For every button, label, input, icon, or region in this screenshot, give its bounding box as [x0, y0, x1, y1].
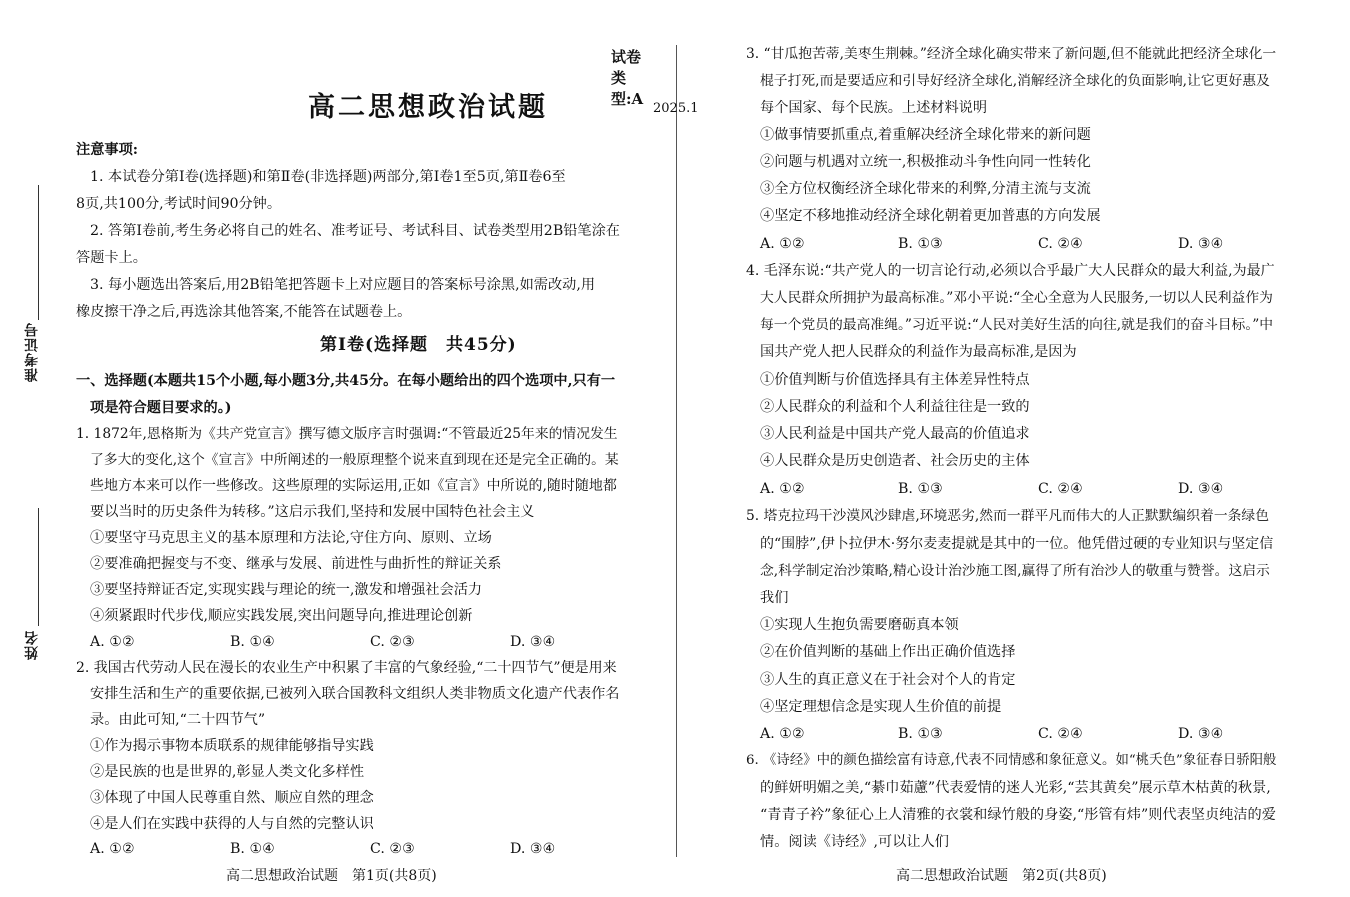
- column-divider: [676, 45, 677, 857]
- question-5-stem: 念,科学制定治沙策略,精心设计治沙施工图,赢得了所有治沙人的敬重与赞誉。这启示: [760, 563, 1270, 579]
- question-3-stem: 3. “甘瓜抱苦蒂,美枣生荆棘。”经济全球化确实带来了新问题,但不能就此把经济全球化一: [746, 46, 1277, 62]
- name-line: [38, 508, 39, 626]
- question-2-item: ③体现了中国人民尊重自然、顺应自然的理念: [90, 790, 374, 806]
- notice-heading: 注意事项:: [76, 142, 138, 158]
- question-1-item: ④须紧跟时代步伐,顺应实践发展,突出问题导向,推进理论创新: [90, 608, 473, 624]
- question-3-item: ③全方位权衡经济全球化带来的利弊,分清主流与支流: [760, 181, 1091, 197]
- question-6-stem: “青青子衿”象征心上人清雅的衣裳和绿竹般的身姿,“彤管有炜”则代表坚贞纯洁的爱: [760, 807, 1276, 823]
- question-3-item: ④坚定不移地推动经济全球化朝着更加普惠的方向发展: [760, 208, 1101, 224]
- option-d[interactable]: D. ③④: [510, 634, 556, 650]
- question-1-item: ①要坚守马克思主义的基本原理和方法论,守住方向、原则、立场: [90, 530, 492, 546]
- option-b[interactable]: B. ①④: [230, 634, 275, 650]
- option-c[interactable]: C. ②③: [370, 841, 415, 857]
- question-1-item: ②要准确把握变与不变、继承与发展、前进性与曲折性的辩证关系: [90, 556, 502, 572]
- paper-type: 试卷类型:A: [611, 48, 644, 108]
- notice-line: 1. 本试卷分第Ⅰ卷(选择题)和第Ⅱ卷(非选择题)两部分,第Ⅰ卷1至5页,第Ⅱ卷6至: [90, 169, 566, 185]
- instruction: 项是符合题目要求的。): [90, 400, 232, 416]
- option-a[interactable]: A. ①②: [90, 634, 135, 650]
- question-2-stem: 录。由此可知,“二十四节气”: [90, 712, 266, 728]
- option-c[interactable]: C. ②③: [370, 634, 415, 650]
- question-2-stem: 安排生活和生产的重要依据,已被列入联合国教科文组织人类非物质文化遗产代表作名: [90, 686, 620, 702]
- notice-line: 3. 每小题选出答案后,用2B铅笔把答题卡上对应题目的答案标号涂黑,如需改动,用: [90, 277, 596, 293]
- question-5-item: ③人生的真正意义在于社会对个人的肯定: [760, 672, 1016, 688]
- exam-id-label: 准考证号: [24, 322, 40, 382]
- question-4-item: ②人民群众的利益和个人利益往往是一致的: [760, 399, 1030, 415]
- option-d[interactable]: D. ③④: [1178, 481, 1224, 497]
- option-a[interactable]: A. ①②: [760, 481, 805, 497]
- question-3-stem: 棍子打死,而是要适应和引导好经济全球化,消解经济全球化的负面影响,让它更好惠及: [760, 73, 1270, 89]
- question-2-item: ①作为揭示事物本质联系的规律能够指导实践: [90, 738, 374, 754]
- option-c[interactable]: C. ②④: [1038, 726, 1083, 742]
- question-4-item: ④人民群众是历史创造者、社会历史的主体: [760, 453, 1030, 469]
- question-4-item: ①价值判断与价值选择具有主体差异性特点: [760, 372, 1030, 388]
- option-a[interactable]: A. ①②: [760, 236, 805, 252]
- notice-line: 8页,共100分,考试时间90分钟。: [76, 196, 282, 212]
- question-6-stem: 6. 《诗经》中的颜色描绘富有诗意,代表不同情感和象征意义。如“桃夭色”象征春日骄阳般: [746, 753, 1277, 768]
- option-b[interactable]: B. ①③: [898, 481, 943, 497]
- name-label: 姓名: [24, 630, 40, 660]
- question-4-stem: 4. 毛泽东说:“共产党人的一切言论行动,必须以合乎最广大人民群众的最大利益,为最广: [746, 263, 1275, 279]
- option-d[interactable]: D. ③④: [1178, 236, 1224, 252]
- question-2-stem: 2. 我国古代劳动人民在漫长的农业生产中积累了丰富的气象经验,“二十四节气”便是用来: [76, 660, 617, 676]
- binding-margin: [0, 0, 60, 897]
- section-title: 第Ⅰ卷(选择题 共45分): [320, 335, 517, 355]
- question-1-stem: 了多大的变化,这个《宣言》中所阐述的一般原理整个说来直到现在还是完全正确的。某: [90, 452, 619, 468]
- question-6-stem: 情。阅读《诗经》,可以让人们: [760, 834, 949, 850]
- option-c[interactable]: C. ②④: [1038, 236, 1083, 252]
- question-5-item: ④坚定理想信念是实现人生价值的前提: [760, 699, 1002, 715]
- question-6-stem: 的鲜妍明媚之美,“綦巾茹藘”代表爱情的迷人光彩,“芸其黄矣”展示草木枯黄的秋景,: [760, 780, 1271, 796]
- option-c[interactable]: C. ②④: [1038, 481, 1083, 497]
- question-1-item: ③要坚持辩证否定,实现实践与理论的统一,激发和增强社会活力: [90, 582, 483, 598]
- notice-line: 答题卡上。: [76, 250, 147, 266]
- option-b[interactable]: B. ①④: [230, 841, 275, 857]
- question-4-stem: 大人民群众所拥护为最高标准。”邓小平说:“全心全意为人民服务,一切以人民利益作为: [760, 290, 1273, 306]
- question-5-stem: 5. 塔克拉玛干沙漠风沙肆虐,环境恶劣,然而一群平凡而伟大的人正默默编织着一条绿色: [746, 508, 1270, 524]
- question-3-item: ①做事情要抓重点,着重解决经济全球化带来的新问题: [760, 127, 1091, 143]
- question-1-stem: 要以当时的历史条件为转移。”这启示我们,坚持和发展中国特色社会主义: [90, 504, 535, 520]
- question-3-item: ②问题与机遇对立统一,积极推动斗争性向同一性转化: [760, 154, 1091, 170]
- question-1-stem: 些地方本来可以作一些修改。这些原理的实际运用,正如《宣言》中所说的,随时随地都: [90, 478, 617, 494]
- question-5-item: ②在价值判断的基础上作出正确价值选择: [760, 644, 1016, 660]
- option-d[interactable]: D. ③④: [510, 841, 556, 857]
- page-title: 高二思想政治试题: [308, 92, 548, 123]
- question-2-item: ②是民族的也是世界的,彰显人类文化多样性: [90, 764, 365, 780]
- exam-date: 2025.1: [653, 101, 699, 116]
- option-b[interactable]: B. ①③: [898, 726, 943, 742]
- question-5-stem: 的“围脖”,伊卜拉伊木·努尔麦麦提就是其中的一位。他凭借过硬的专业知识与坚定信: [760, 536, 1274, 552]
- page-footer: 高二思想政治试题 第1页(共8页): [226, 868, 437, 884]
- question-5-item: ①实现人生抱负需要磨砺真本领: [760, 617, 959, 633]
- question-5-stem: 我们: [760, 590, 789, 606]
- option-d[interactable]: D. ③④: [1178, 726, 1224, 742]
- question-4-stem: 每一个党员的最高准绳。”习近平说:“人民对美好生活的向往,就是我们的奋斗目标。”中: [760, 317, 1274, 333]
- option-a[interactable]: A. ①②: [760, 726, 805, 742]
- instruction: 一、选择题(本题共15个小题,每小题3分,共45分。在每小题给出的四个选项中,只有一: [76, 373, 616, 389]
- notice-line: 橡皮擦干净之后,再选涂其他答案,不能答在试题卷上。: [76, 304, 412, 320]
- question-4-stem: 国共产党人把人民群众的利益作为最高标准,是因为: [760, 344, 1077, 360]
- question-2-item: ④是人们在实践中获得的人与自然的完整认识: [90, 816, 374, 832]
- option-a[interactable]: A. ①②: [90, 841, 135, 857]
- question-4-item: ③人民利益是中国共产党人最高的价值追求: [760, 426, 1030, 442]
- notice-line: 2. 答第Ⅰ卷前,考生务必将自己的姓名、准考证号、考试科目、试卷类型用2B铅笔涂在: [90, 223, 620, 239]
- exam-id-line: [38, 185, 39, 320]
- page-footer: 高二思想政治试题 第2页(共8页): [896, 868, 1107, 884]
- question-1-stem: 1. 1872年,恩格斯为《共产党宣言》撰写德文版序言时强调:“不管最近25年来的情况发生: [76, 426, 618, 442]
- question-3-stem: 每个国家、每个民族。上述材料说明: [760, 100, 988, 116]
- option-b[interactable]: B. ①③: [898, 236, 943, 252]
